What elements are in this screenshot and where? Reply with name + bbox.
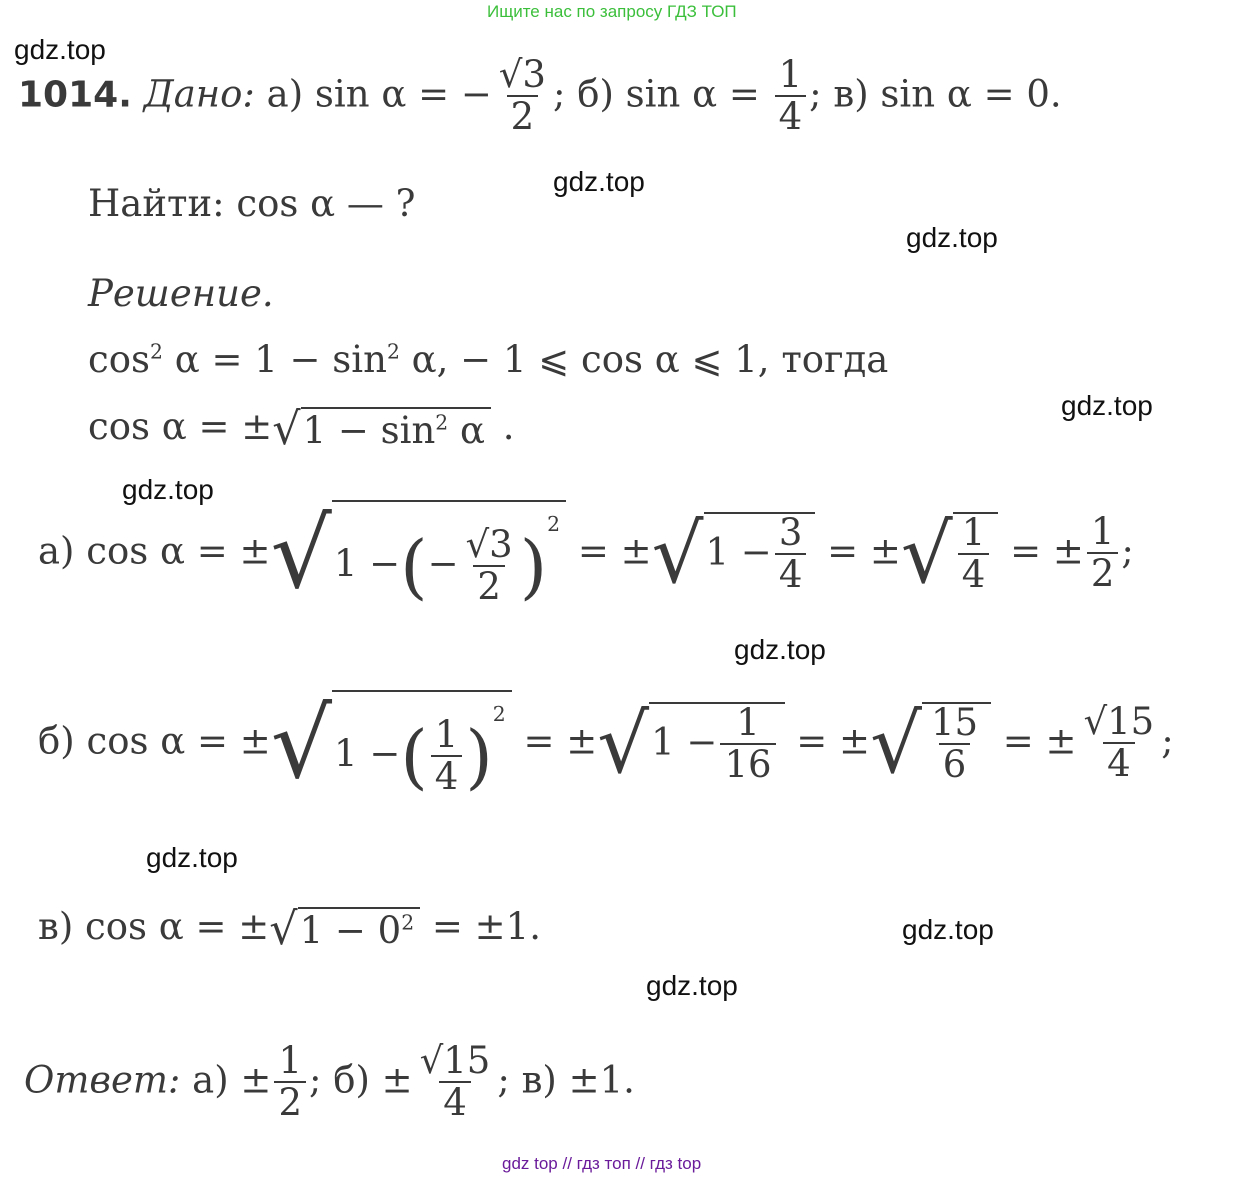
given-line: [18, 53, 1062, 138]
problem-number: 1014.: [18, 74, 132, 116]
radical: √ $\frac{1}{4}$: [901, 507, 998, 602]
watermark: gdz.top: [902, 914, 994, 945]
given-b-fraction: $\frac{1}{4}$: [775, 56, 807, 138]
watermark: gdz.top: [646, 970, 738, 1001]
watermark: gdz.top: [146, 842, 238, 873]
watermark: gdz.top: [906, 222, 998, 253]
case-b-line: б) cos α = ±√1 −( $\frac{1}{4}$ )$^2$ = ±√1 − $\frac{1}{16}$ = ±√ $\frac{15}{6}$ = ± $\frac{√15}{4}$ ;: [38, 688, 1174, 800]
given-a-prefix: а) sin α = −: [266, 72, 492, 116]
solution-label: Решение.: [88, 272, 274, 315]
given-c-text: ; в) sin α = 0.: [809, 72, 1062, 116]
answer-line: Ответ: а) ± $\frac{1}{2}$ ; б) ± $\frac{√15}{4}$ ; в) ±1.: [24, 1039, 635, 1124]
watermark: gdz.top: [553, 166, 645, 197]
radical: √ $\frac{15}{6}$: [870, 697, 991, 792]
radical: $√1 - \sin^2 \alpha$: [272, 404, 491, 455]
general-formula-line: $\cos \alpha = \pm√1 - \sin^2 \alpha$ .: [88, 404, 515, 455]
fraction: $\frac{3}{4}$: [775, 514, 807, 596]
given-label: Дано:: [143, 72, 255, 116]
watermark: gdz.top: [14, 34, 106, 65]
radical: $√1 - 0^2$: [269, 904, 420, 955]
case-c-line: в) $\cos \alpha = \pm√1 - 0^2 = \pm 1$.: [38, 904, 541, 955]
given-b-prefix: ; б) sin α =: [552, 72, 760, 116]
given-a-fraction: $\frac{√3}{2}$: [498, 53, 546, 138]
fraction: $\frac{15}{6}$: [930, 701, 979, 787]
search-hint-banner: Ищите нас по запросу ГДЗ ТОП: [487, 2, 737, 21]
fraction: $\frac{1}{4}$: [431, 716, 463, 798]
watermark: gdz.top: [1061, 390, 1153, 421]
fraction: $\frac{1}{4}$: [958, 514, 990, 596]
radical: √1 −( $\frac{1}{4}$ )$^2$: [271, 688, 512, 800]
fraction: $\frac{1}{16}$: [720, 704, 775, 786]
radical: √1 − $\frac{1}{16}$: [597, 697, 784, 792]
fraction: $\frac{√15}{4}$: [1083, 700, 1155, 786]
answer-label: Ответ:: [24, 1058, 181, 1102]
footer-links: gdz top // гдз топ // гдз top: [502, 1154, 702, 1173]
fraction: $\frac{1}{2}$: [1087, 513, 1119, 595]
radical: √1 − $\frac{3}{4}$: [652, 507, 816, 602]
watermark: gdz.top: [734, 634, 826, 665]
identity-line: $\cos^2 \alpha = 1 - \sin^2 \alpha$, − 1 ⩽ cos α ⩽ 1, тогда: [88, 338, 889, 381]
radical: √1 −(− $\frac{√3}{2}$ )$^2$: [271, 498, 567, 610]
watermark: gdz.top: [122, 474, 214, 505]
fraction: $\frac{√3}{2}$: [465, 522, 513, 608]
fraction: $\frac{1}{2}$: [274, 1042, 306, 1124]
case-a-line: а) cos α = ±√1 −(− $\frac{√3}{2}$ )$^2$ = ±√1 − $\frac{3}{4}$ = ±√ $\frac{1}{4}$ = ± $\frac{1}{2}$ ;: [38, 498, 1134, 610]
fraction: $\frac{√15}{4}$: [419, 1039, 491, 1124]
find-line: Найти: cos α — ?: [88, 182, 416, 225]
